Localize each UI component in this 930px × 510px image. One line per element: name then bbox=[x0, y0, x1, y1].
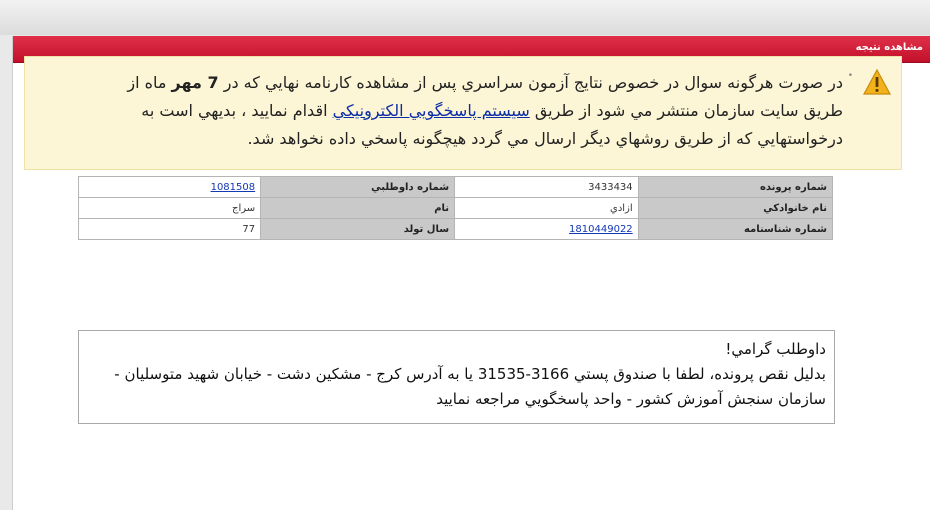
notice-line3: درخواستهايي كه از طريق روشهاي ديگر ارسال مي گردد هيچگونه پاسخي داده نخواهد شد. bbox=[247, 129, 843, 148]
candidate-number-label: شماره داوطلبي bbox=[261, 177, 455, 198]
notice-line2-post: اقدام نماييد ، بديهي است به bbox=[141, 101, 333, 120]
notice-date: 7 مهر bbox=[171, 73, 219, 92]
candidate-info-table bbox=[78, 176, 833, 240]
candidate-number-link[interactable]: 1081508 bbox=[210, 181, 256, 193]
message-box bbox=[78, 330, 835, 424]
id-number-link[interactable]: 1810449022 bbox=[569, 223, 633, 235]
file-number-label: شماره پرونده bbox=[638, 177, 832, 198]
id-number-label: شماره شناسنامه bbox=[638, 219, 832, 240]
table-row bbox=[79, 198, 833, 219]
notice-line1-pre: در صورت هرگونه سوال در خصوص نتايج آزمون سراسري پس از مشاهده كارنامه نهايي كه در bbox=[218, 73, 843, 92]
table-row bbox=[79, 177, 833, 198]
first-name-label: نام bbox=[261, 198, 455, 219]
panel-title: مشاهده نتیجه bbox=[855, 42, 923, 53]
table-row bbox=[79, 219, 833, 240]
birth-year-label: سال تولد bbox=[261, 219, 455, 240]
notice-line1-post: ماه از bbox=[127, 73, 172, 92]
birth-year-value: 77 bbox=[79, 219, 261, 240]
electronic-response-system-link[interactable]: سيستم پاسخگويي الكترونيكي bbox=[332, 101, 530, 120]
notice-box bbox=[24, 56, 902, 170]
id-number-cell bbox=[455, 219, 639, 240]
browser-top-strip bbox=[0, 0, 930, 35]
first-name-value: سراج bbox=[79, 198, 261, 219]
last-name-value: ازادي bbox=[455, 198, 639, 219]
message-body: بدليل نقص پرونده، لطفا با صندوق پستي 3166-31535 يا به آدرس كرج - مشكين دشت - خيابان شهيد متوسليان - سازمان سنجش آموزش كشور - واحد پاسخگويي مراجعه نماييد bbox=[114, 365, 826, 408]
last-name-label: نام خانوادكي bbox=[638, 198, 832, 219]
notice-text bbox=[73, 69, 843, 153]
notice-marker-icon: • bbox=[847, 71, 853, 81]
message-greeting: داوطلب گرامي! bbox=[725, 340, 826, 358]
warning-icon bbox=[863, 69, 891, 95]
candidate-number-cell bbox=[79, 177, 261, 198]
file-number-value: 3433434 bbox=[455, 177, 639, 198]
notice-line2-pre: طريق سايت سازمان منتشر مي شود از طريق bbox=[529, 101, 843, 120]
